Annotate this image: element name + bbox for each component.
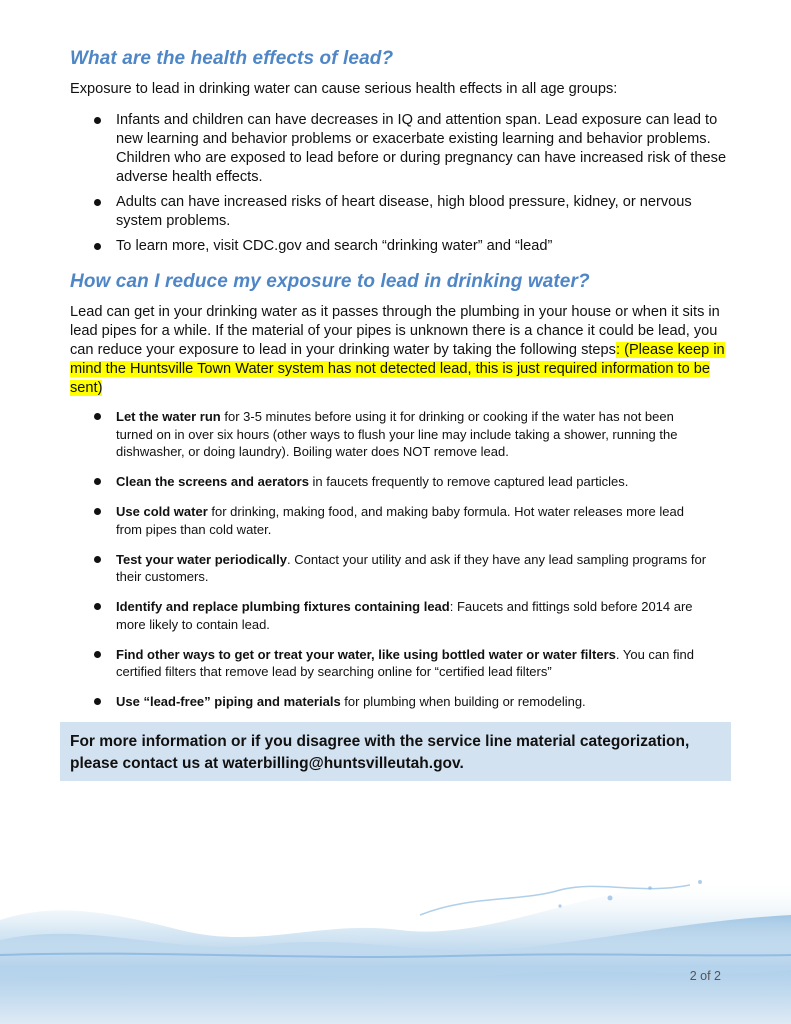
list-item — [90, 551, 710, 586]
tip-text: for plumbing when building or remodeling. — [340, 694, 586, 709]
reduce-exposure-intro — [70, 303, 725, 398]
tip-text: . Contact your utility and ask if they have any lead sampling programs for their customers. — [116, 551, 707, 584]
list-item — [90, 408, 710, 461]
health-effects-intro: Exposure to lead in drinking water can cause serious health effects in all age groups: — [70, 81, 618, 97]
tip-title: Clean the screens and aerators — [116, 474, 309, 489]
list-item — [90, 598, 710, 633]
tip-title: Identify and replace plumbing fixtures containing lead — [116, 599, 450, 614]
list-item — [90, 473, 710, 491]
tips-list — [90, 408, 710, 723]
tip-text: . You can find certified filters that remove lead by searching online for “certified lead filters” — [116, 646, 694, 679]
water-splash-decoration — [0, 860, 791, 1024]
list-item — [90, 693, 710, 711]
tip-text: : Faucets and fittings sold before 2014 are more likely to contain lead. — [116, 599, 693, 632]
list-item — [90, 503, 710, 538]
tip-title: Find other ways to get or treat your water, like using bottled water or water filters — [116, 646, 616, 662]
list-item — [90, 646, 710, 681]
health-effects-heading: What are the health effects of lead? — [70, 48, 394, 69]
list-item: To learn more, visit CDC.gov and search “drinking water” and “lead” — [90, 237, 730, 256]
tip-title: Test your water periodically — [116, 551, 287, 567]
page-number: 2 of 2 — [689, 969, 721, 983]
list-item: Infants and children can have decreases in IQ and attention span. Lead exposure can lead to new learning and behavior problems or exacerbate existing learning and behavior problems. Children who are exposed to lead before or during pregnancy can have increased risk of these adverse health effects. — [90, 111, 730, 187]
tip-title: Let the water run — [116, 409, 221, 424]
tip-title: Use “lead-free” piping and materials — [116, 694, 341, 709]
intro-text: Lead can get in your drinking water as it passes through the plumbing in your house or when it sits in lead pipes for a while. If the material of your pipes is unknown there is a chance it could be lead, you can reduce your exposure to lead in your drinking water by taking the following steps — [70, 304, 720, 358]
tip-text: for drinking, making food, and making baby formula. Hot water releases more lead from pipes than cold water. — [116, 504, 684, 537]
highlighted-note: : (Please keep in mind the Huntsville Town Water system has not detected lead, this is just required information to be sent) — [70, 342, 725, 396]
list-item: Adults can have increased risks of heart disease, high blood pressure, kidney, or nervous system problems. — [90, 193, 730, 231]
health-effects-list — [90, 111, 730, 262]
tip-text: in faucets frequently to remove captured lead particles. — [308, 474, 629, 489]
tip-text: for 3-5 minutes before using it for drinking or cooking if the water has not been turned on in over six hours (other ways to flush your line may include taking a shower, running the dishwasher, or doing laundry). Boiling water does NOT remove lead. — [116, 409, 678, 459]
reduce-exposure-heading: How can I reduce my exposure to lead in drinking water? — [70, 271, 590, 292]
tip-title: Use cold water — [116, 504, 208, 519]
contact-callout: For more information or if you disagree with the service line material categorization, please contact us at waterbilling@huntsvilleutah.gov. — [60, 722, 731, 781]
